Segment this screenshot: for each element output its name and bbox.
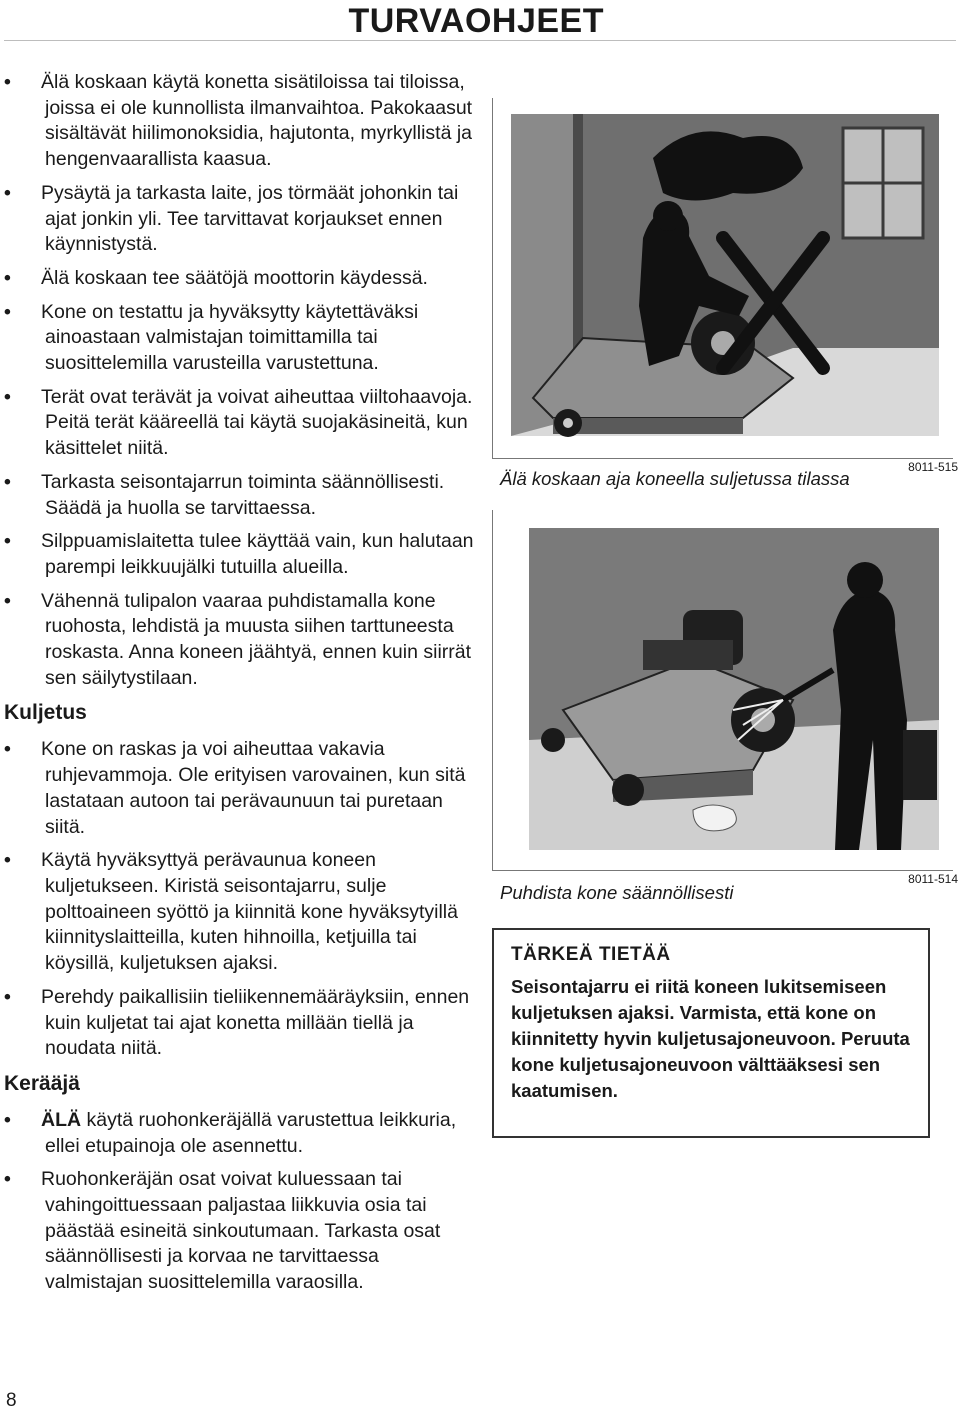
left-column (4, 70, 474, 1304)
list-item-text: Käytä hyväksyttyä perävaunua koneen kuljetukseen. Kiristä seisontajarru, sulje polttoaineen syöttö ja kiinnitä kone hyväksytyillä kiinnityslaitteilla, kuten hihnoilla, ketjuilla tai köysillä, kuljetuksen ajaksi. (41, 849, 458, 975)
list-item-text (41, 1108, 474, 1159)
list-item (4, 589, 474, 692)
figure-code: 8011-514 (908, 872, 958, 886)
bullet-icon: • (4, 181, 11, 204)
list-item-text: Älä koskaan käytä konetta sisätiloissa tai tiloissa, joissa ei ole kunnollista ilmanvaihtoa. Pakokaasut sisältävät hiilimonoksidia, hajutonta, myrkyllistä ja hengenvaarallista kaasua. (41, 71, 473, 171)
list-item-text: Kone on testattu ja hyväksytty käytettäväksi ainoastaan valmistajan toimittamilla tai suosittelemilla varusteilla varustettuna. (41, 300, 419, 375)
warning-emphasis: ÄLÄ (41, 1108, 82, 1131)
bullet-icon: • (4, 1108, 11, 1131)
figure-caption: Älä koskaan aja koneella suljetussa tilassa (500, 468, 850, 489)
collector-list (4, 1108, 474, 1296)
safety-list (4, 70, 474, 691)
transport-list (4, 737, 474, 1061)
bullet-icon: • (4, 300, 11, 323)
list-item (4, 737, 474, 840)
list-item-text: Perehdy paikallisiin tieliikennemääräyksiin, ennen kuin kuljetat tai ajat konetta millään tiellä ja noudata niitä. (41, 985, 470, 1060)
list-item (4, 181, 474, 258)
list-item-text: Kone on raskas ja voi aiheuttaa vakavia ruhjevammoja. Ole erityisen varovainen, kun sitä lastataan autoon tai perävaunuun tai puretaan siitä. (41, 738, 466, 838)
bullet-icon: • (4, 266, 11, 289)
list-item (4, 1167, 474, 1296)
page-title: TURVAOHJEET (348, 2, 604, 40)
notice-title: TÄRKEÄ TIETÄÄ (511, 944, 671, 965)
list-item (4, 266, 474, 292)
cleaning-mower-illustration (493, 510, 953, 870)
list-item-text-rest: käytä ruohonkeräjällä varustettua leikkuria, ellei etupainoja ole asennettu. (45, 1108, 457, 1157)
bullet-icon: • (4, 1168, 11, 1191)
list-item-text: Terät ovat terävät ja voivat aiheuttaa viiltohaavoja. Peitä terät kääreellä tai käytä suojakäsineitä, kun käsittelet niitä. (41, 385, 473, 460)
list-item (4, 848, 474, 977)
list-item-text: Pysäytä ja tarkasta laite, jos törmäät johonkin tai ajat jonkin yli. Tee tarvittavat korjaukset ennen käynnistystä. (41, 181, 459, 256)
list-item (4, 470, 474, 521)
figure-clean-regularly (492, 510, 958, 906)
list-item (4, 529, 474, 580)
section-heading-transport: Kuljetus (4, 701, 87, 725)
bullet-icon: • (4, 530, 11, 553)
figure-image-frame (492, 510, 953, 871)
section-heading-collector: Kerääjä (4, 1071, 80, 1095)
list-item-text: Vähennä tulipalon vaaraa puhdistamalla kone ruohosta, lehdistä ja muusta siihen tarttuneesta roskasta. Anna koneen jäähtyä, ennen kuin siirrät sen säilytystilaan. (41, 589, 472, 689)
bullet-icon: • (4, 589, 11, 612)
important-notice-box (492, 928, 930, 1138)
list-item (4, 300, 474, 377)
bullet-icon: • (4, 470, 11, 493)
figure-code: 8011-515 (908, 460, 958, 474)
list-item-text: Silppuamislaitetta tulee käyttää vain, kun halutaan parempi leikkuujälki tutuilla alueilla. (41, 530, 474, 578)
list-item-text: Tarkasta seisontajarrun toiminta säännöllisesti. Säädä ja huolla se tarvittaessa. (41, 470, 445, 519)
bullet-icon: • (4, 385, 11, 408)
bullet-icon: • (4, 849, 11, 872)
list-item (4, 385, 474, 462)
figure-image-frame (492, 98, 953, 459)
indoor-mower-illustration (493, 98, 953, 458)
bullet-icon: • (4, 71, 11, 93)
page-number: 8 (6, 1390, 17, 1411)
figure-no-indoor-operation (492, 98, 958, 504)
list-item (4, 1108, 474, 1159)
notice-body: Seisontajarru ei riitä koneen lukitsemiseen kuljetuksen ajaksi. Varmista, että kone on kiinnitetty hyvin kuljetusajoneuvoon. Peruuta kone kuljetusajoneuvoon välttääksesi sen kaatumisen. (511, 976, 910, 1101)
figure-caption: Puhdista kone säännöllisesti (500, 882, 734, 903)
title-divider (4, 40, 956, 41)
list-item-text: Älä koskaan tee säätöjä moottorin käydessä. (41, 266, 428, 289)
bullet-icon: • (4, 985, 11, 1008)
list-item (4, 70, 474, 173)
list-item (4, 985, 474, 1062)
bullet-icon: • (4, 738, 11, 761)
list-item-text: Ruohonkeräjän osat voivat kuluessaan tai vahingoittuessaan paljastaa liikkuvia osia tai päästää esineitä sinkoutumaan. Tarkasta osat säännöllisesti ja korvaa ne tarvittaessa valmistajan suosittelemilla varaosilla. (41, 1168, 441, 1294)
